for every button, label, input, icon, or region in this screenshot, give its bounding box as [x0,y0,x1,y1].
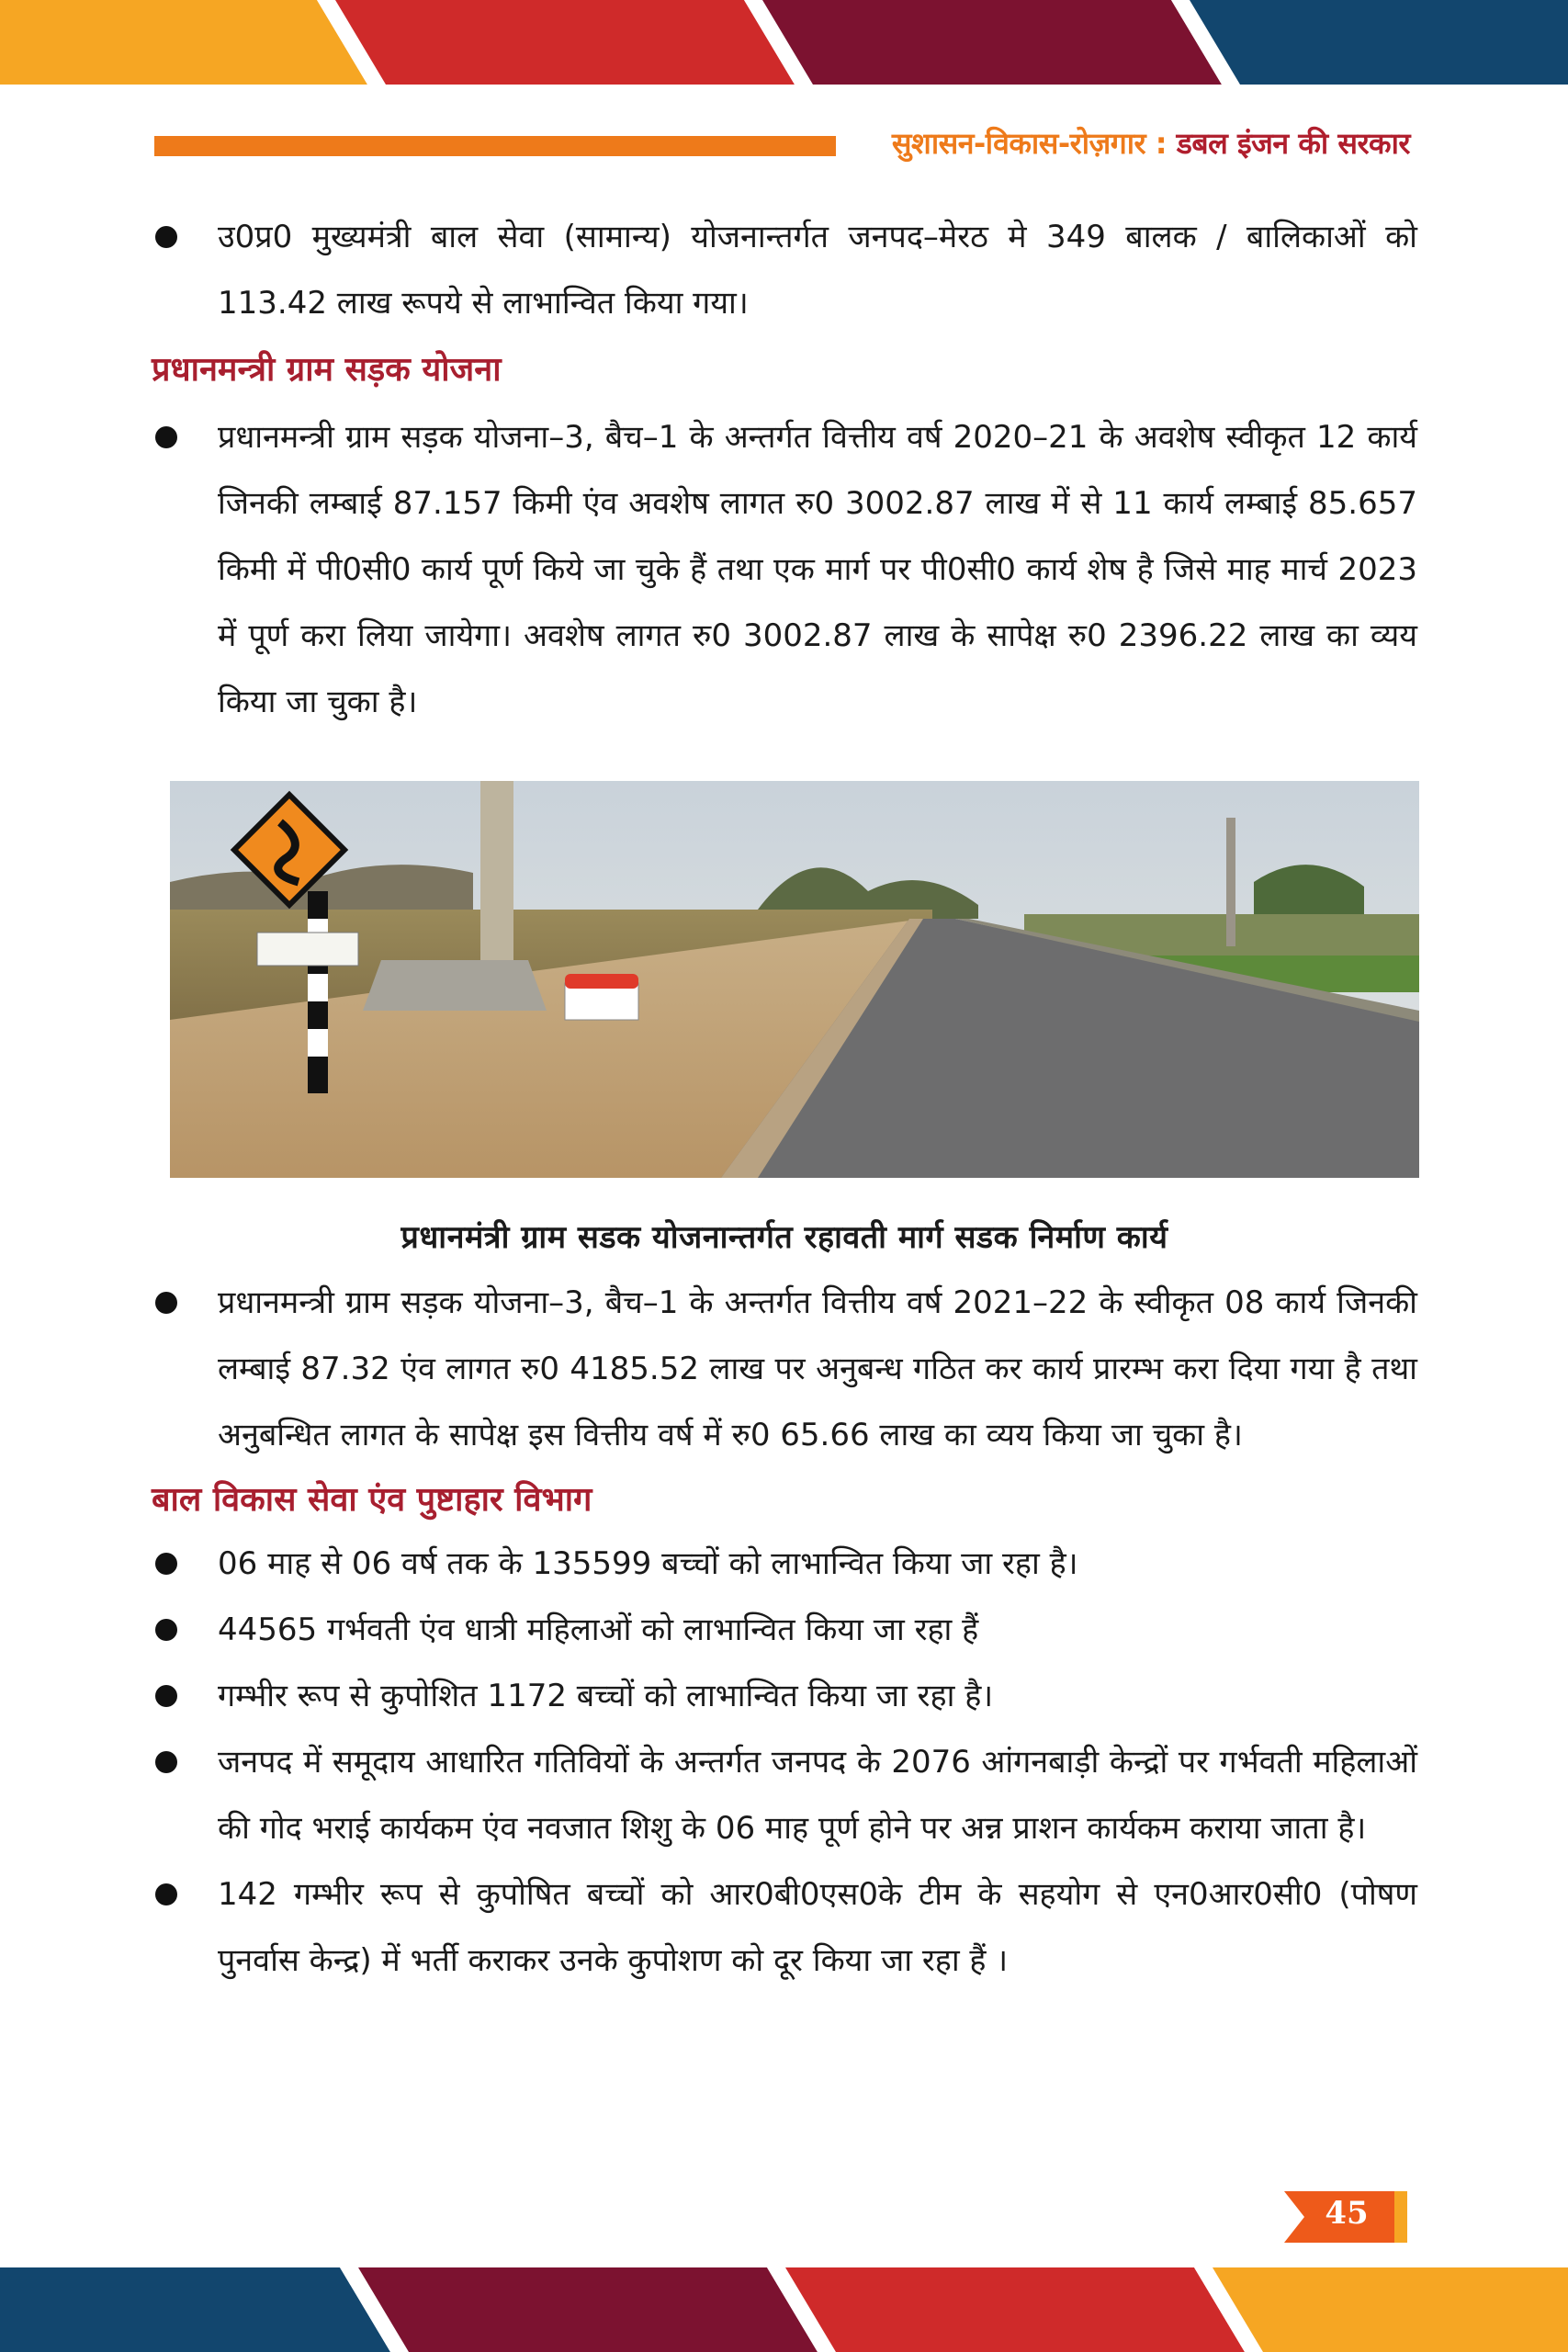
intro-bullet-text: उ0प्र0 मुख्यमंत्री बाल सेवा (सामान्य) योजनान्तर्गत जनपद–मेरठ मे 349 बालक / बालिकाओं को 113.42 लाख रूपये से लाभान्वित किया गया। [218,219,1417,322]
icds-bullet-2-text: 44565 गर्भवती एंव धात्री महिलाओं को लाभान्वित किया जा रहा हैं [218,1611,979,1648]
photo-caption: प्रधानमंत्री ग्राम सडक योजनान्तर्गत रहावती मार्ग सडक निर्माण कार्य [400,1219,1168,1256]
page-number-badge [1284,2191,1407,2243]
page-number: 45 [1325,2195,1369,2232]
icds-bullet-5-text: 142 गम्भीर रूप से कुपोषित बच्चों को आर0बी0एस0के टीम के सहयोग से एन0आर0सी0 (पोषण पुनर्वास केन्द्र) में भर्ती कराकर उनके कुपोशण को दूर किया जा रहा हैं । [218,1876,1417,1979]
header-title [892,123,1410,163]
bullet-dot [155,1883,177,1905]
intro-bullet [152,204,1417,336]
bullet-dot [155,226,177,248]
icds-bullet-3 [152,1663,1417,1729]
icds-bullet-4-text: जनपद में समूदाय आधारित गतिवियों के अन्तर्गत जनपद के 2076 आंगनबाड़ी केन्द्रों पर गर्भवती महिलाओं की गोद भराई कार्यकम एंव नवजात शिशु के 06 माह पूर्ण होने पर अन्न प्राशन कार्यकम कराया जाता है। [218,1744,1417,1847]
pmgsy-bullet-2 [152,1270,1417,1468]
pmgsy-bullet-2-text: प्रधानमन्त्री ग्राम सड़क योजना–3, बैच–1 के अन्तर्गत वित्तीय वर्ष 2021–22 के स्वीकृत 08 कार्य जिनकी लम्बाई 87.32 एंव लागत रु0 4185.52 लाख पर अनुबन्ध गठित कर कार्य प्रारम्भ करा दिया गया है तथा अनुबन्धित लागत के सापेक्ष इस वित्तीय वर्ष में रु0 65.66 लाख का व्यय किया जा चुका है। [218,1284,1417,1453]
road-construction-photo [170,781,1419,1178]
pmgsy-bullet-1 [152,404,1417,735]
bullet-dot [155,1751,177,1773]
bullet-dot [155,426,177,448]
bullet-dot [155,1292,177,1314]
icds-bullet-1-text: 06 माह से 06 वर्ष तक के 135599 बच्चों को लाभान्वित किया जा रहा है। [218,1545,1078,1582]
icds-bullet-4 [152,1729,1417,1861]
bullet-dot [155,1619,177,1641]
header-title-part2: डबल इंजन की सरकार [1167,126,1410,161]
icds-bullet-1 [152,1531,1417,1597]
header-title-part1: सुशासन-विकास-रोज़गार : [891,126,1168,161]
pmgsy-bullet-1-text: प्रधानमन्त्री ग्राम सड़क योजना–3, बैच–1 के अन्तर्गत वित्तीय वर्ष 2020–21 के अवशेष स्वीकृत 12 कार्य जिनकी लम्बाई 87.157 किमी एंव अवशेष लागत रु0 3002.87 लाख में से 11 कार्य लम्बाई 85.657 किमी में पी0सी0 कार्य पूर्ण किये जा चुके हैं तथा एक मार्ग पर पी0सी0 कार्य शेष है जिसे माह मार्च 2023 में पूर्ण करा लिया जायेगा। अवशेष लागत रु0 3002.87 लाख के सापेक्ष रु0 2396.22 लाख का व्यय किया जा चुका है। [218,419,1417,720]
icds-bullet-2 [152,1597,1417,1663]
page-content [152,204,1417,1994]
pmgsy-heading: प्रधानमन्त्री ग्राम सड़क योजना [152,350,502,389]
bottom-color-band [0,2267,1568,2352]
bullet-dot [155,1685,177,1707]
header-rule [154,136,836,156]
icds-bullet-5 [152,1861,1417,1994]
icds-bullet-3-text: गम्भीर रूप से कुपोशित 1172 बच्चों को लाभान्वित किया जा रहा है। [218,1678,994,1714]
bullet-dot [155,1553,177,1575]
top-color-band [0,0,1568,85]
icds-heading: बाल विकास सेवा एंव पुष्टाहार विभाग [152,1480,592,1519]
